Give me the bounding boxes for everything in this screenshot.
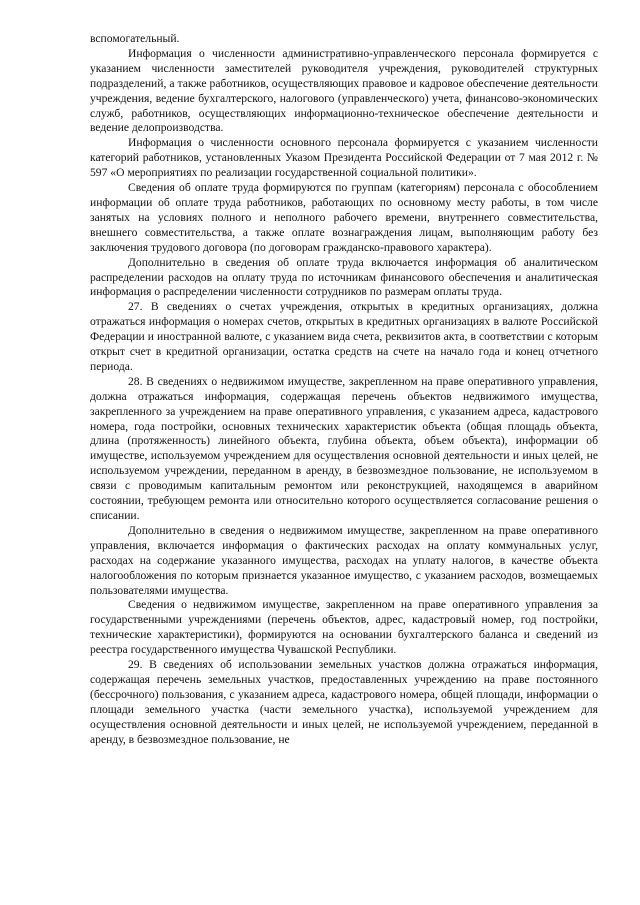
paragraph-main-staff: Информация о численности основного персонала формируется с указанием численности категорий работников, установленных Указом Президента Российской Федерации от 7 мая 2012 г. № 597 «О мероприятиях по реализации государственной социальной политики». — [90, 136, 598, 180]
paragraph-property-additional: Дополнительно в сведения о недвижимом имуществе, закрепленном на праве оперативного управления, включается информация о фактических расходах на оплату коммунальных услуг, расходах на содержание указанного имущества, расходах на уплату налогов, в качестве объекта налогообложения по которым признается указанное имущество, с указанием расходов, возмещаемых пользователями имущества. — [90, 523, 598, 597]
paragraph-item-29: 29. В сведениях об использовании земельных участков должна отражаться информация, содержащая перечень земельных участков, предоставленных учреждению на праве постоянного (бессрочного) пользования, с указанием адреса, кадастрового номера, общей площади, информации о площади земельного участка (части земельного участка), используемой учреждением для осуществления основной деятельности и иных целей, не используемой учреждением, переданной в аренду, в безвозмездное пользование, не — [90, 658, 598, 746]
document-body — [90, 32, 598, 748]
paragraph-pay-info: Сведения об оплате труда формируются по группам (категориям) персонала с обособлением информации об оплате труда работников, работающих по основному месту работы, в том числе занятых на условиях полного и неполного рабочего времени, внутреннего совместительства, внешнего совместительства, а также оплате вознаграждения лицам, выполняющим работу без заключения трудового договора (по договорам гражданско-правового характера). — [90, 181, 598, 254]
paragraph-item-28: 28. В сведениях о недвижимом имуществе, закрепленном на праве оперативного управления, должна отражаться информация, содержащая перечень объектов недвижимого имущества, закрепленного за учреждением на праве оперативного управления, с указанием адреса, кадастрового номера, года постройки, основных технических характеристик объекта (общая площадь объекта, длина (протяженность) линейного объекта, глубина объекта, объем объекта), информации об имуществе, используемом учреждением для осуществления основной деятельности и иных целей, не используемом учреждении, переданном в аренду, в безвозмездное пользование, не используемом в связи с проводимым капитальным ремонтом или реконструкцией, находящемся в аварийном состоянии, требующем ремонта или относительно которого осуществляется согласование решения о списании. — [90, 374, 598, 522]
paragraph-admin-staff: Информация о численности административно-управленческого персонала формируется с указанием численности заместителей руководителя учреждения, руководителей структурных подразделений, а также работников, осуществляющих правовое и кадровое обеспечение деятельности учреждения, ведение бухгалтерского, налогового (управленческого) учета, финансово-экономических служб, работников, осуществляющих информационно-техническое обеспечение деятельности и ведение делопроизводства. — [90, 46, 598, 135]
paragraph-continuation: вспомогательный. — [90, 32, 180, 45]
paragraph-item-27: 27. В сведениях о счетах учреждения, открытых в кредитных организациях, должна отражаться информация о номерах счетов, открытых в кредитных организациях в валюте Российской Федерации и иностранной валюте, с указанием вида счета, реквизитов акта, в соответствии с которым открыт счет в кредитной организации, остатка средств на счете на начало года и конец отчетного периода. — [90, 300, 598, 373]
paragraph-property-sources: Сведения о недвижимом имуществе, закрепленном на праве оперативного управления за государственными учреждениями (перечень объектов, адрес, кадастровый номер, год постройки, технические характеристики), формируются на основании бухгалтерского баланса и сведений из реестра государственного имущества Чувашской Республики. — [90, 598, 598, 657]
paragraph-pay-additional: Дополнительно в сведения об оплате труда включается информация об аналитическом распределении расходов на оплату труда по источникам финансового обеспечения и аналитическая информация о распределении численности сотрудников по размерам оплаты труда. — [90, 255, 598, 299]
